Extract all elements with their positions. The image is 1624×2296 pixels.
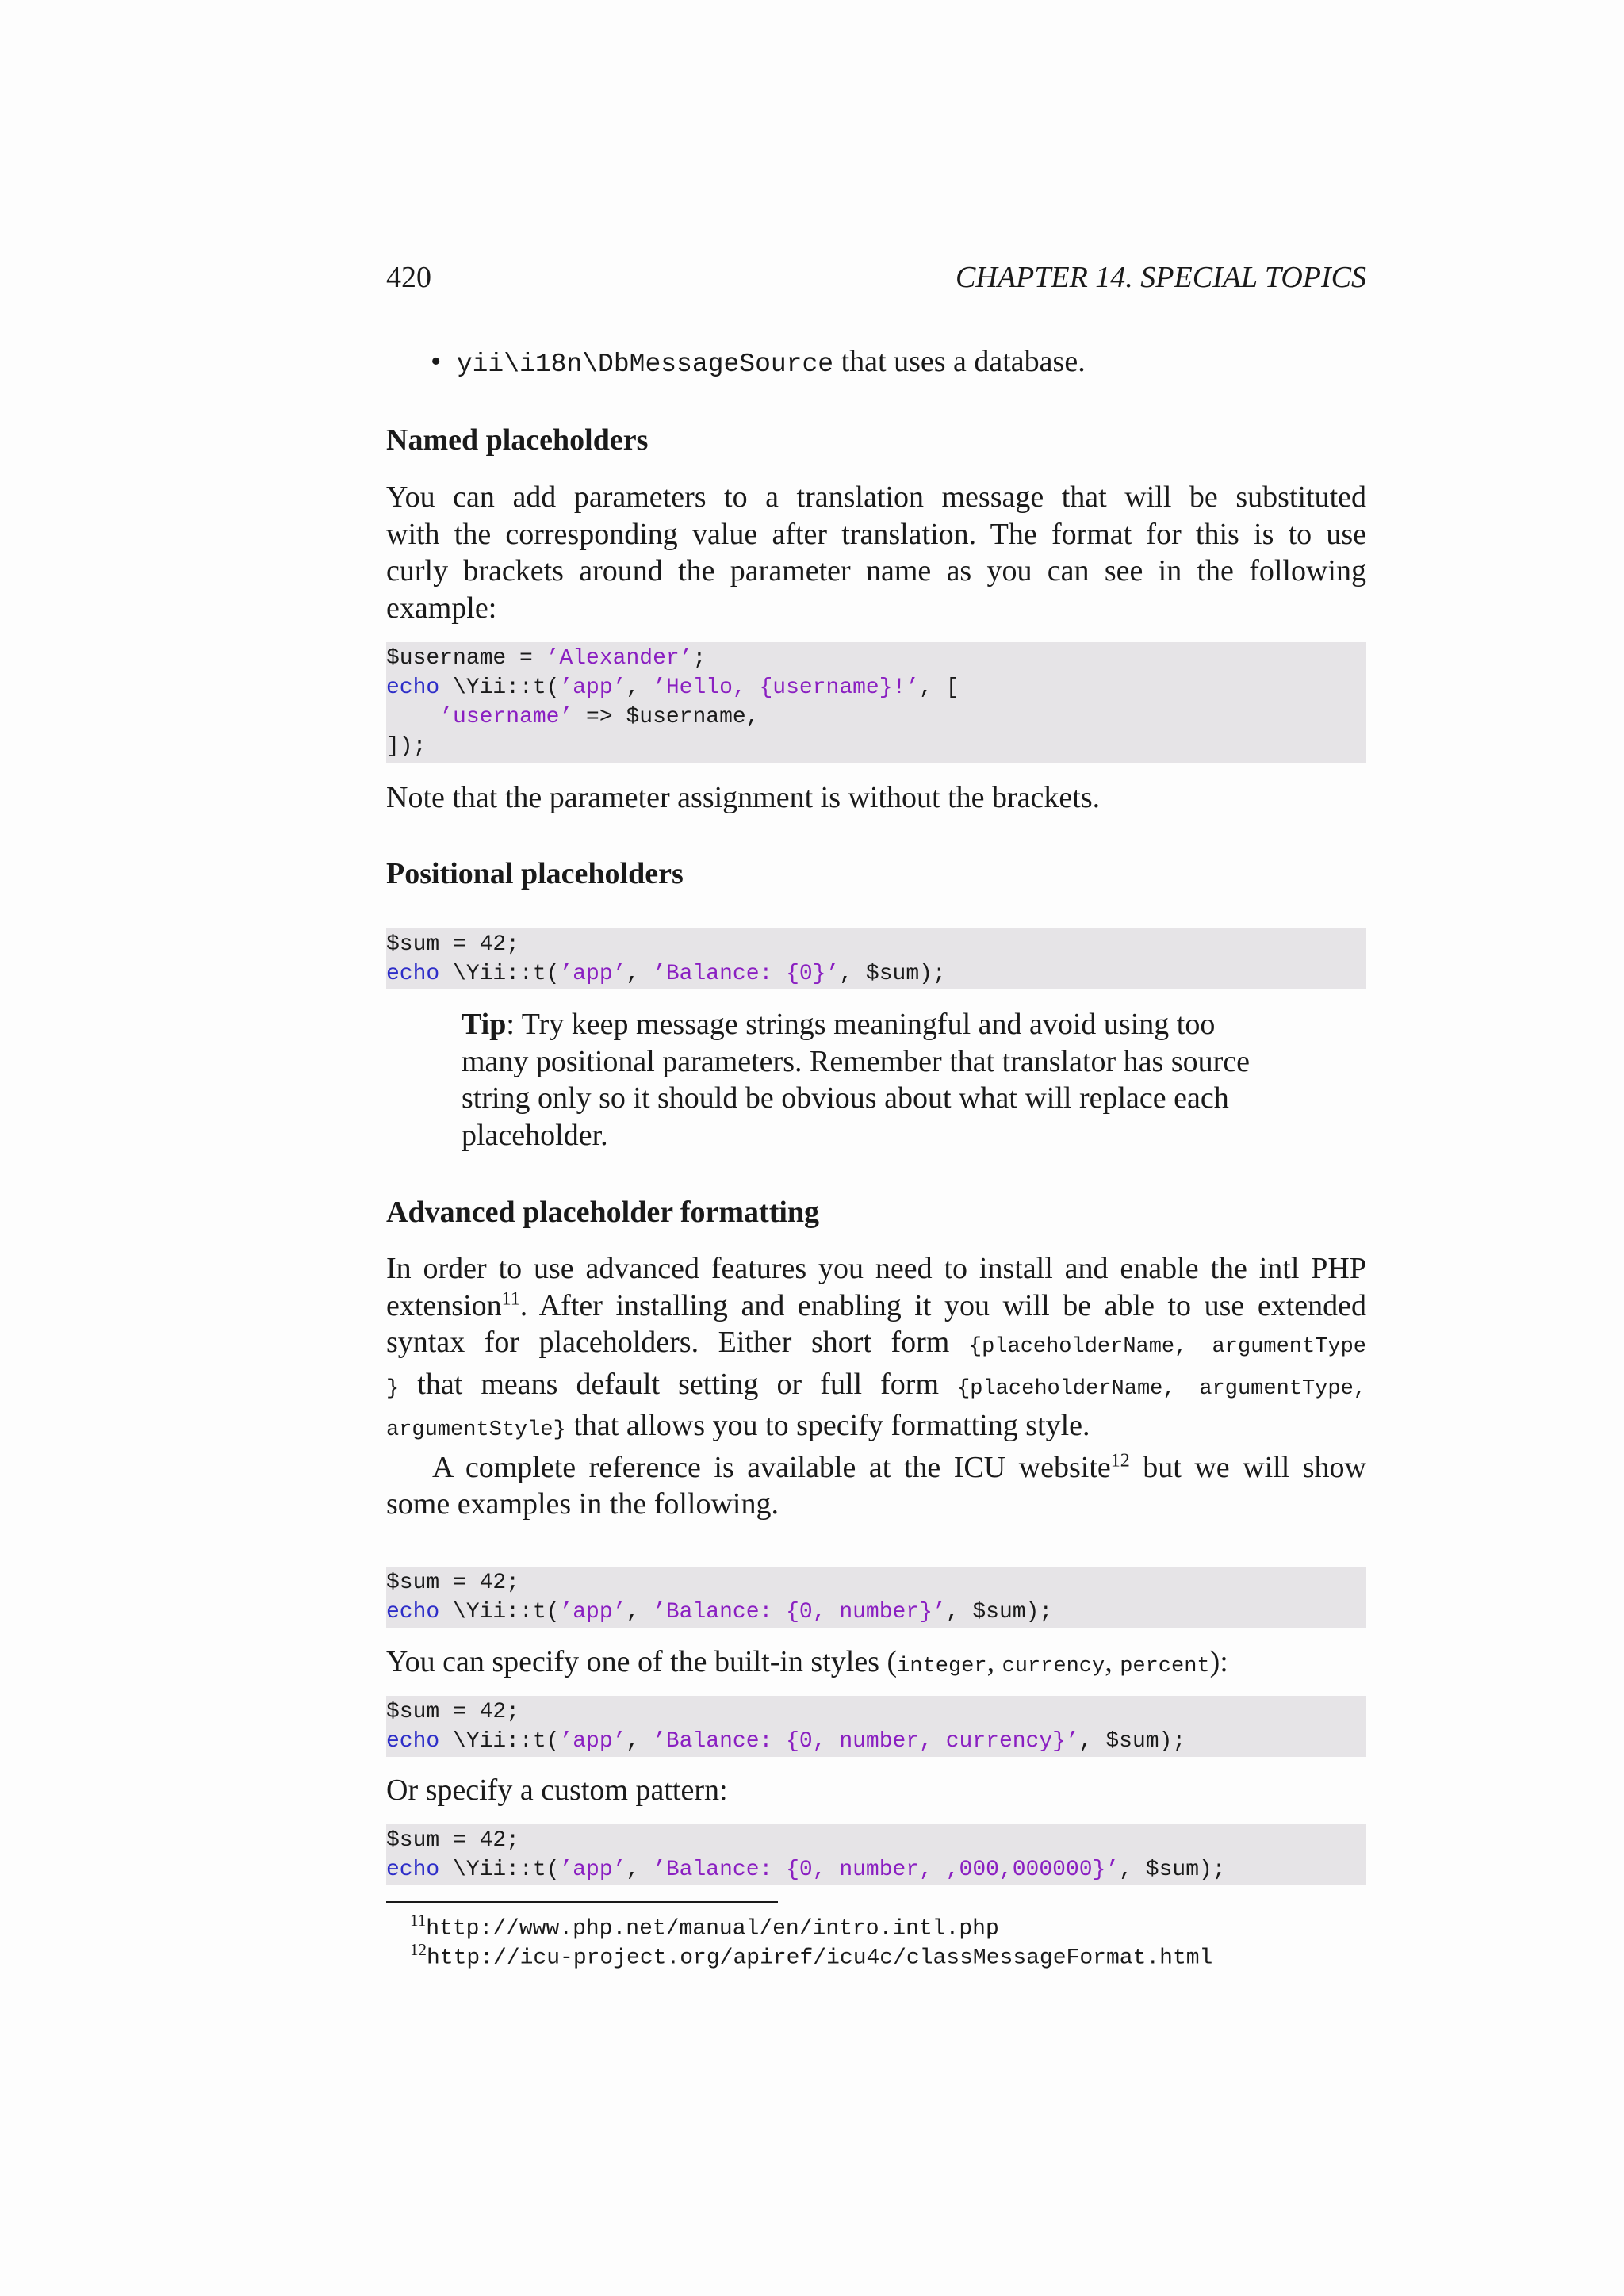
page-number: 420 xyxy=(386,261,431,294)
footnote-link[interactable]: http://www.php.net/manual/en/intro.intl.php xyxy=(426,1916,999,1942)
tip-line: placeholder. xyxy=(462,1118,608,1152)
paragraph-line: syntax for placeholders. Either short form {placeholderName, argumentType xyxy=(386,1326,1366,1359)
tip-label: Tip xyxy=(462,1008,507,1041)
footnote-ref-11[interactable]: 11 xyxy=(501,1288,520,1309)
code-line: echo \Yii::t(’app’, ’Balance: {0, number, currency}’, $sum); xyxy=(386,1729,1186,1754)
footnote-number: 11 xyxy=(410,1911,427,1930)
paragraph-line: } that means default setting or full form {placeholderName, argumentType, xyxy=(386,1367,1366,1401)
paragraph-line: In order to use advanced features you need to install and enable the intl PHP xyxy=(386,1252,1366,1285)
named-paragraph xyxy=(386,479,1366,626)
code-block-positional xyxy=(386,928,1366,989)
code-line: echo \Yii::t(’app’, ’Hello, {username}!’, [ xyxy=(386,675,959,700)
code-block-currency xyxy=(386,1696,1366,1757)
tip-box xyxy=(462,1006,1306,1154)
footnote-ref-12[interactable]: 12 xyxy=(1110,1449,1130,1471)
advanced-paragraph xyxy=(386,1250,1366,1523)
code-line: $sum = 42; xyxy=(386,932,520,957)
code-line: ]); xyxy=(386,734,427,759)
paragraph-line: with the corresponding value after translation. The format for this is to use xyxy=(386,517,1366,551)
paragraph-line: You can add parameters to a translation message that will be substituted xyxy=(386,480,1366,514)
code-block-custom xyxy=(386,1824,1366,1885)
paragraph-line: some examples in the following. xyxy=(386,1487,779,1521)
paragraph-line: argumentStyle} that allows you to specify formatting style. xyxy=(386,1409,1090,1442)
code-line: $sum = 42; xyxy=(386,1700,520,1724)
code-line: $sum = 42; xyxy=(386,1571,520,1595)
code-block-number xyxy=(386,1567,1366,1628)
code-block-named xyxy=(386,642,1366,763)
section-heading-named: Named placeholders xyxy=(386,423,649,457)
paragraph-line: A complete reference is available at the ICU website$^{12}$ but we will show xyxy=(432,1449,1366,1484)
paragraph-line: example: xyxy=(386,591,497,625)
paragraph-line: extension$^{11}$. After installing and enabling it you will be able to use extended xyxy=(386,1288,1366,1322)
code-line: echo \Yii::t(’app’, ’Balance: {0, number}’, $sum); xyxy=(386,1600,1053,1624)
chapter-title: CHAPTER 14. SPECIAL TOPICS xyxy=(956,261,1366,294)
bullet-text: that uses a database. xyxy=(833,345,1086,378)
footnote-link[interactable]: http://icu-project.org/apiref/icu4c/classMessageFormat.html xyxy=(427,1946,1213,1971)
footnote-12 xyxy=(410,1935,1212,1973)
tip-line: Tip: Try keep message strings meaningful and avoid using too xyxy=(462,1008,1216,1041)
footnote-number: 12 xyxy=(410,1940,427,1959)
tip-line: string only so it should be obvious about what will replace each xyxy=(462,1081,1229,1115)
code-line: echo \Yii::t(’app’, ’Balance: {0}’, $sum); xyxy=(386,962,946,986)
footnote-rule xyxy=(386,1901,778,1903)
bullet-icon: • xyxy=(431,345,442,378)
code-line: echo \Yii::t(’app’, ’Balance: {0, number, ,000,000000}’, $sum); xyxy=(386,1858,1226,1882)
code-line: $username = ’Alexander’; xyxy=(386,646,707,671)
tip-line: many positional parameters. Remember that translator has source xyxy=(462,1044,1251,1078)
code-line: $sum = 42; xyxy=(386,1828,520,1853)
section-heading-advanced: Advanced placeholder formatting xyxy=(386,1196,820,1229)
section-heading-positional: Positional placeholders xyxy=(386,857,684,890)
named-note: Note that the parameter assignment is without the brackets. xyxy=(386,781,1101,814)
styles-text: You can specify one of the built-in styles (integer, currency, percent): xyxy=(386,1645,1228,1678)
paragraph-line: curly brackets around the parameter name as you can see in the following xyxy=(386,554,1366,587)
bullet-code: yii\i18n\DbMessageSource xyxy=(456,350,834,379)
bullet-item xyxy=(431,343,1086,384)
custom-pattern-text: Or specify a custom pattern: xyxy=(386,1774,728,1807)
code-line: ’username’ => $username, xyxy=(439,705,760,729)
